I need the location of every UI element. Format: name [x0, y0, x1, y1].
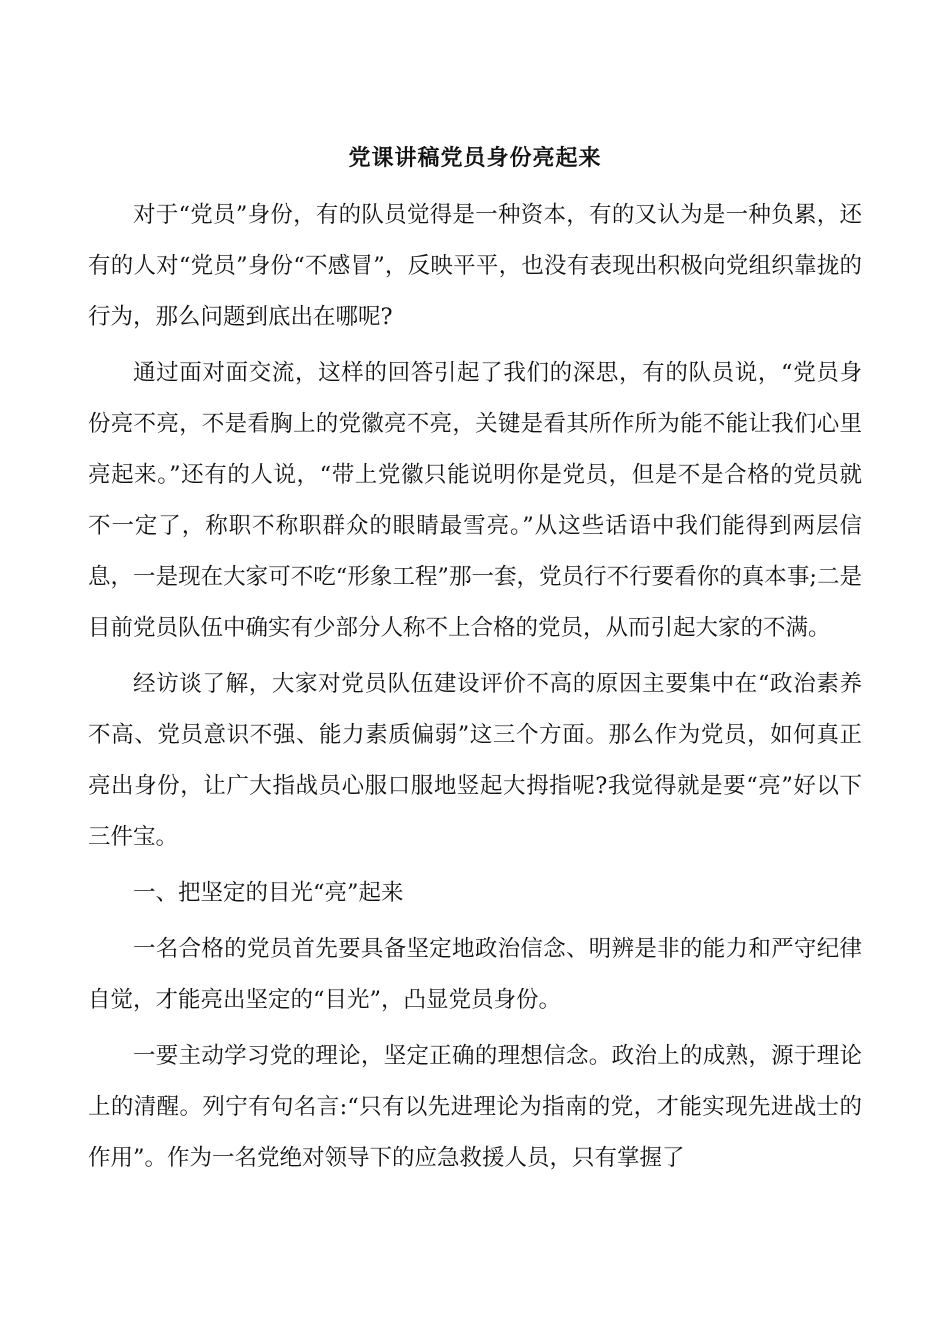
paragraph-survey: 经访谈了解，大家对党员队伍建设评价不高的原因主要集中在“政治素养不高、党员意识不强、能力素质偏弱”这三个方面。那么作为党员，如何真正亮出身份，让广大指战员心服口服地竖起大拇指呢?我觉得就是要“亮”好以下三件宝。	[88, 671, 862, 850]
paragraph-interview: 通过面对面交流，这样的回答引起了我们的深思，有的队员说，“党员身份亮不亮，不是看胸上的党徽亮不亮，关键是看其所作所为能不能让我们心里亮起来。”还有的人说，“带上党徽只能说明你是党员，但是不是合格的党员就不一定了，称职不称职群众的眼睛最雪亮。”从这些话语中我们能得到两层信息，一是现在大家可不吃“形象工程”那一套，党员行不行要看你的真本事;二是目前党员队伍中确实有少部分人称不上合格的党员，从而引起大家的不满。	[88, 360, 862, 641]
section-heading-1: 一、把坚定的目光“亮”起来	[133, 880, 404, 906]
paragraph-intro: 对于“党员”身份，有的队员觉得是一种资本，有的又认为是一种负累，还有的人对“党员”身份“不感冒”，反映平平，也没有表现出积极向党组织靠拢的行为，那么问题到底出在哪呢?	[88, 202, 862, 330]
document-body	[88, 190, 862, 1189]
paragraph-section-1-point-1: 一要主动学习党的理论，坚定正确的理想信念。政治上的成熟，源于理论上的清醒。列宁有句名言:“只有以先进理论为指南的党，才能实现先进战士的作用”。作为一名党绝对领导下的应急救援人员，只有掌握了	[88, 1043, 862, 1171]
paragraph-section-1-intro: 一名合格的党员首先要具备坚定地政治信念、明辨是非的能力和严守纪律自觉，才能亮出坚定的“目光”，凸显党员身份。	[88, 936, 862, 1013]
document-title: 党课讲稿党员身份亮起来	[348, 145, 602, 171]
